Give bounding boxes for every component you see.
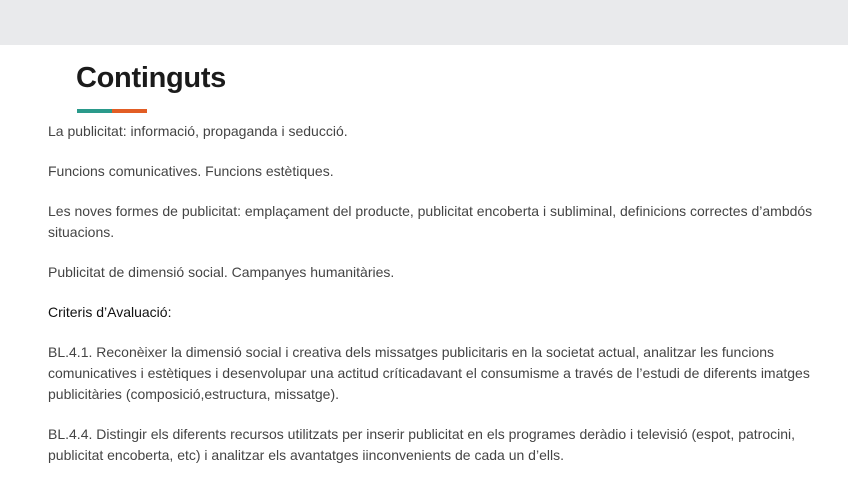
page-title: Continguts (76, 62, 227, 94)
paragraph-noves-formes: Les noves formes de publicitat: emplaçament del producte, publicitat encoberta i subliminal, definicions correctes d’ambdós situacions. (48, 203, 813, 240)
criteria-heading: Criteris d’Avaluació: (48, 304, 172, 320)
accent-orange-segment (112, 109, 147, 113)
paragraph-funcions: Funcions comunicatives. Funcions estètiques. (48, 163, 334, 179)
criterion-bl-4-4: BL.4.4. Distingir els diferents recursos utilitzats per inserir publicitat en els programes deràdio i televisió (espot, patrocini, publicitat encoberta, etc) i analitzar els avantatges iinconvenients de cada un d’ells. (48, 426, 796, 463)
paragraph-dimensio-social: Publicitat de dimensió social. Campanyes humanitàries. (48, 264, 395, 280)
criterion-bl-4-1: BL.4.1. Reconèixer la dimensió social i creativa dels missatges publicitaris en la societat actual, analitzar les funcions comunicatives i estètiques i desenvolupar una actitud críticadavant el consumisme a través de l’estudi de diferents imatges publicitàries (composició,estructura, missatge). (48, 344, 810, 402)
top-band (0, 0, 848, 45)
title-accent-bar (77, 109, 147, 113)
content-body (48, 121, 818, 485)
paragraph-publicitat: La publicitat: informació, propaganda i seducció. (48, 123, 348, 139)
accent-teal-segment (77, 109, 112, 113)
